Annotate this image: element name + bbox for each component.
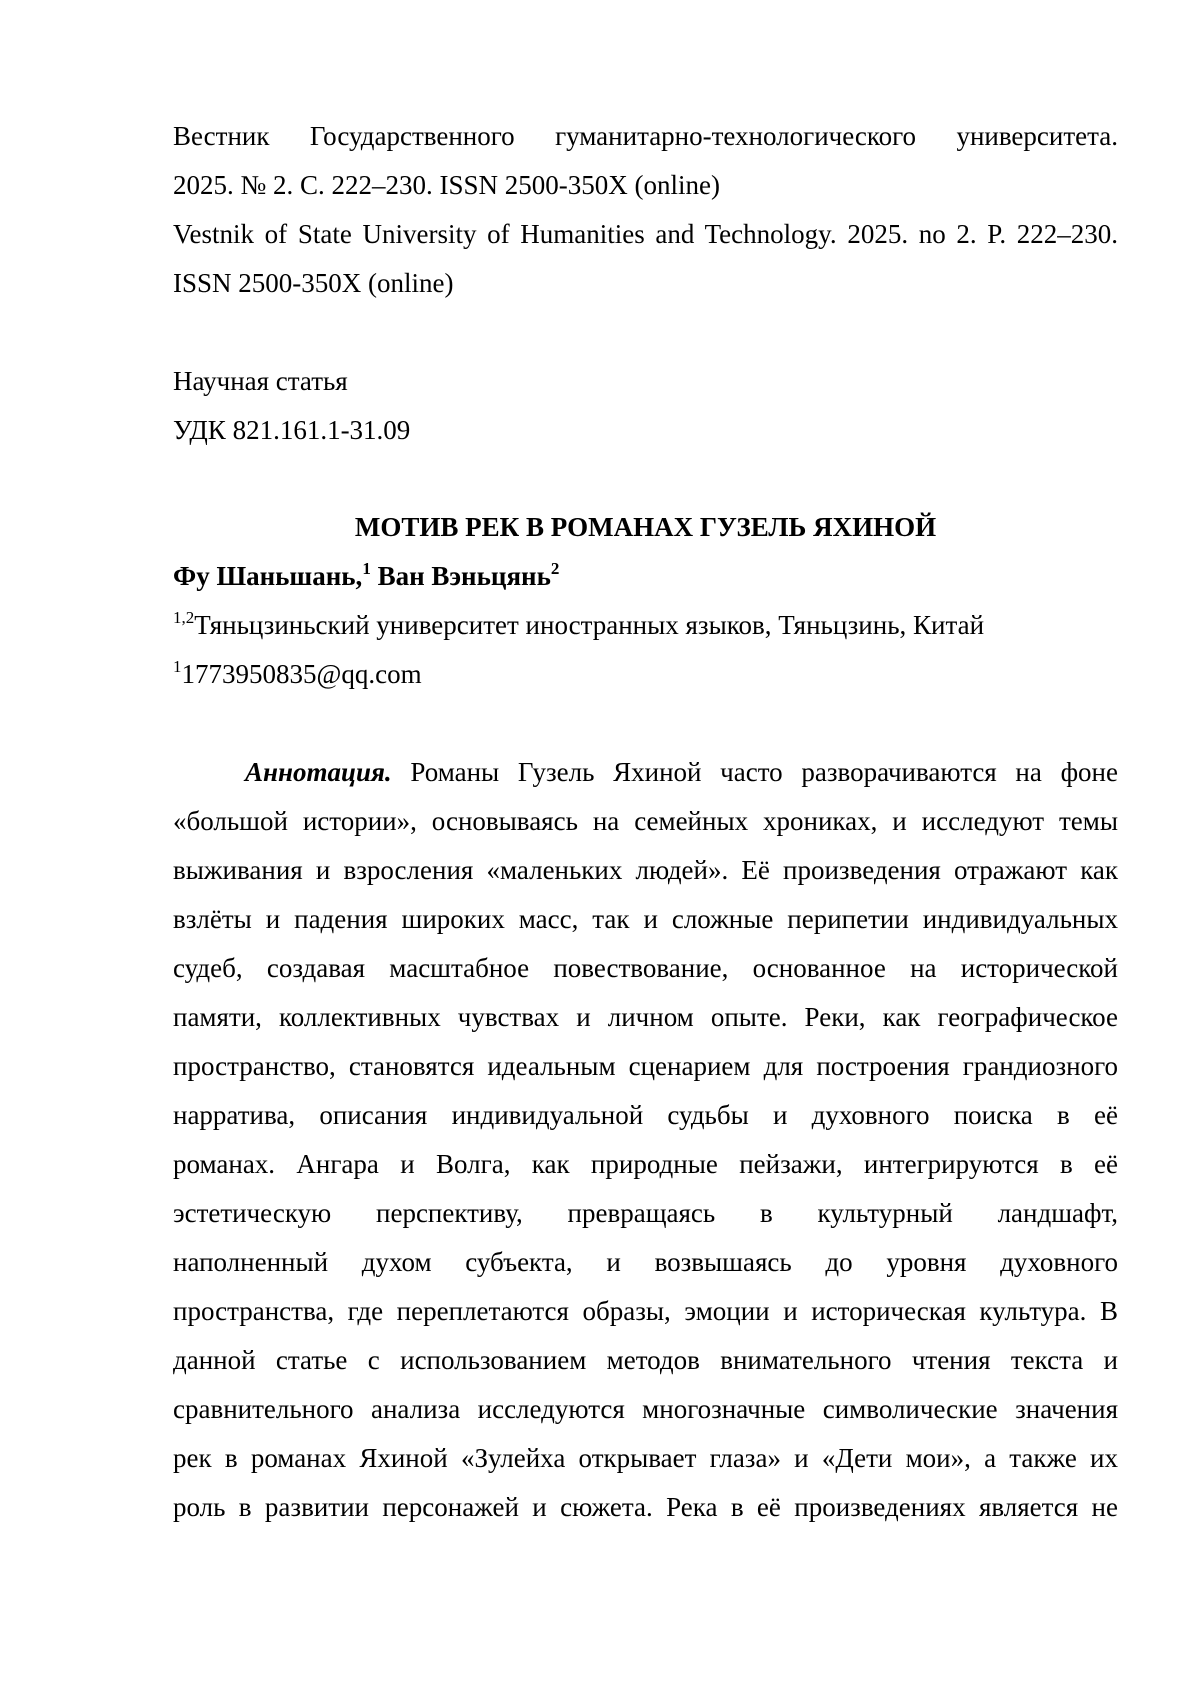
citation-ru-line-1: Вестник Государственного гуманитарно-технологического университета. [173, 121, 1118, 151]
affiliation-sup: 1,2 [173, 608, 195, 627]
journal-citation-ru [173, 112, 1118, 210]
abstract-line: эстетическую перспективу, превращаясь в культурный ландшафт, [173, 1198, 1118, 1228]
article-type: Научная статья [173, 366, 348, 396]
abstract-line: «большой истории», основываясь на семейных хрониках, и исследуют темы [173, 806, 1118, 836]
email-text: 1773950835@qq.com [181, 659, 422, 689]
abstract-line: рек в романах Яхиной «Зулейха открывает глаза» и «Дети мои», а также их [173, 1443, 1118, 1473]
affiliation [173, 601, 1118, 650]
abstract-line: нарратива, описания индивидуальной судьбы и духовного поиска в её [173, 1100, 1118, 1130]
citation-ru-line-2: 2025. № 2. С. 222–230. ISSN 2500-350X (online) [173, 170, 721, 200]
abstract-line: наполненный духом субъекта, и возвышаясь до уровня духовного [173, 1247, 1118, 1277]
abstract-line: выживания и взросления «маленьких людей». Её произведения отражают как [173, 855, 1118, 885]
abstract-line: роль в развитии персонажей и сюжета. Река в её произведениях является не [173, 1492, 1118, 1522]
abstract-line: сравнительного анализа исследуются многозначные символические значения [173, 1394, 1118, 1424]
email-sup: 1 [173, 657, 182, 676]
abstract-line: пространства, где переплетаются образы, эмоции и историческая культура. В [173, 1296, 1118, 1326]
article-meta [173, 357, 1118, 455]
author-2-sup: 2 [550, 559, 560, 578]
abstract-label: Аннотация. [245, 757, 392, 787]
authors [173, 552, 1118, 601]
abstract-line: взлёты и падения широких масс, так и сложные перипетии индивидуальных [173, 904, 1118, 934]
journal-citation-en [173, 210, 1118, 308]
email [173, 650, 1118, 699]
author-1-sup: 1 [362, 559, 371, 578]
abstract-line: пространство, становятся идеальным сценарием для построения грандиозного [173, 1051, 1118, 1081]
abstract-line: данной статье с использованием методов внимательного чтения текста и [173, 1345, 1118, 1375]
abstract-line: судеб, создавая масштабное повествование, основанное на исторической [173, 953, 1118, 983]
udc-code: УДК 821.161.1-31.09 [173, 415, 411, 445]
abstract-line: памяти, коллективных чувствах и личном опыте. Реки, как географическое [173, 1002, 1118, 1032]
abstract-line: Аннотация. Романы Гузель Яхиной часто разворачиваются на фоне [245, 757, 1118, 787]
abstract [173, 748, 1118, 1532]
author-1: Фу Шаньшань, [173, 561, 363, 591]
affiliation-text: Тяньцзиньский университет иностранных языков, Тяньцзинь, Китай [194, 610, 985, 640]
abstract-line: романах. Ангара и Волга, как природные пейзажи, интегрируются в её [173, 1149, 1118, 1179]
citation-en-line-1: Vestnik of State University of Humanities and Technology. 2025. no 2. P. 222–230. [173, 219, 1118, 249]
article-title: МОТИВ РЕК В РОМАНАХ ГУЗЕЛЬ ЯХИНОЙ [354, 512, 937, 542]
citation-en-line-2: ISSN 2500-350X (online) [173, 268, 454, 298]
article-header [173, 503, 1118, 699]
author-2: Ван Вэньцянь [377, 561, 551, 591]
